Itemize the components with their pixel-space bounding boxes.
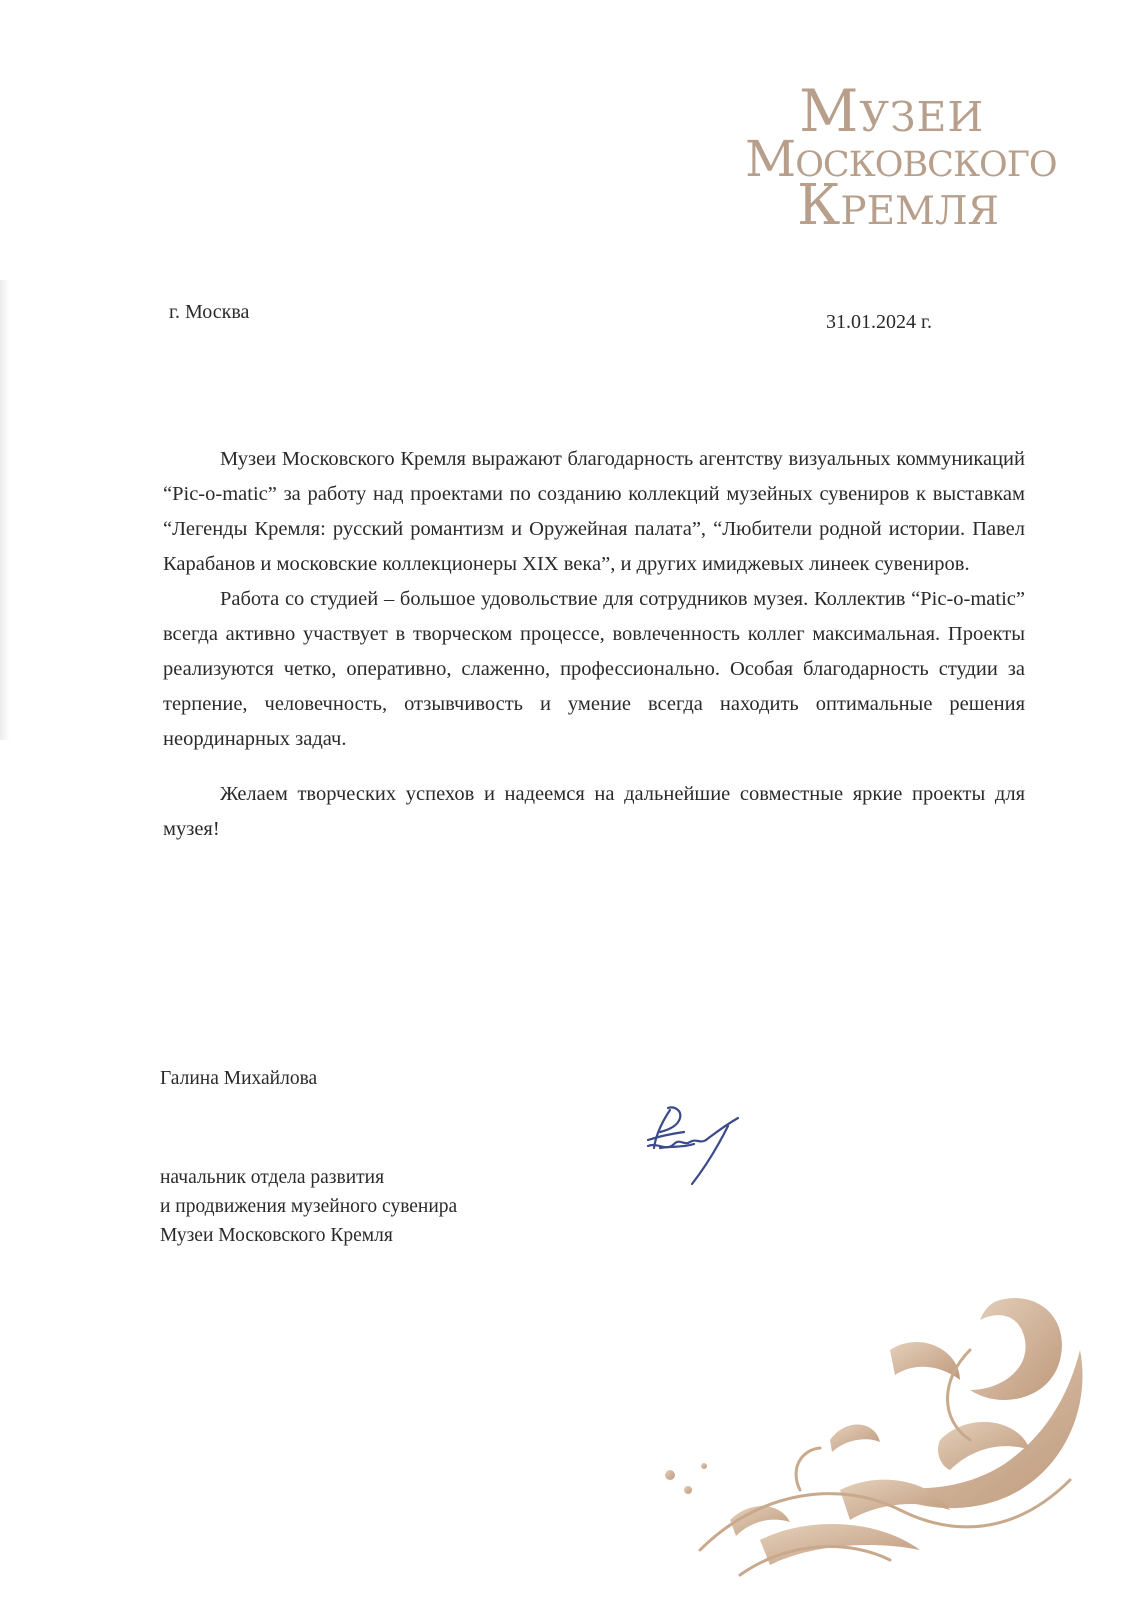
- handwritten-signature-icon: [640, 1096, 750, 1196]
- signer-title-line: и продвижения музейного сувенира: [160, 1196, 458, 1217]
- signer-name: Галина Михайлова: [160, 1068, 318, 1089]
- letter-body: [163, 442, 1025, 847]
- body-paragraph: Желаем творческих успехов и надеемся на дальнейшие совместные яркие проекты для музея!: [163, 783, 1025, 840]
- floral-ornament-icon: [640, 1290, 1090, 1585]
- body-paragraph: Работа со студией – большое удовольствие для сотрудников музея. Коллектив “Pic-o-matic” всегда активно участвует в творческом процессе, вовлеченность коллег максимальная. Проекты реализуются четко, оперативно, слаженно, профессионально. Особая благодарность студии за терпение, человечность, отзывчивость и умение всегда находить оптимальные решения неординарных задач.: [163, 588, 1025, 750]
- letter-date: 31.01.2024 г.: [826, 311, 932, 333]
- logo-line-2: Московского: [745, 130, 1057, 188]
- scan-edge-shadow: [0, 280, 10, 740]
- body-paragraph: Музеи Московского Кремля выражают благодарность агентству визуальных коммуникаций “Pic-o-matic” за работу над проектами по созданию коллекций музейных сувениров к выставкам “Легенды Кремля: русский романтизм и Оружейная палата”, “Любители родной истории. Павел Карабанов и московские коллекционеры XIX века”, и других имиджевых линеек сувениров.: [163, 448, 1025, 575]
- logo-line-3: Кремля: [797, 173, 1000, 238]
- museum-logo: [745, 77, 1057, 238]
- logo-line-1: Музеи: [799, 77, 985, 145]
- letter-city: г. Москва: [169, 301, 250, 323]
- signer-title-line: Музеи Московского Кремля: [160, 1225, 393, 1246]
- signer-title: [160, 1163, 457, 1250]
- signer-title-line: начальник отдела развития: [160, 1167, 385, 1188]
